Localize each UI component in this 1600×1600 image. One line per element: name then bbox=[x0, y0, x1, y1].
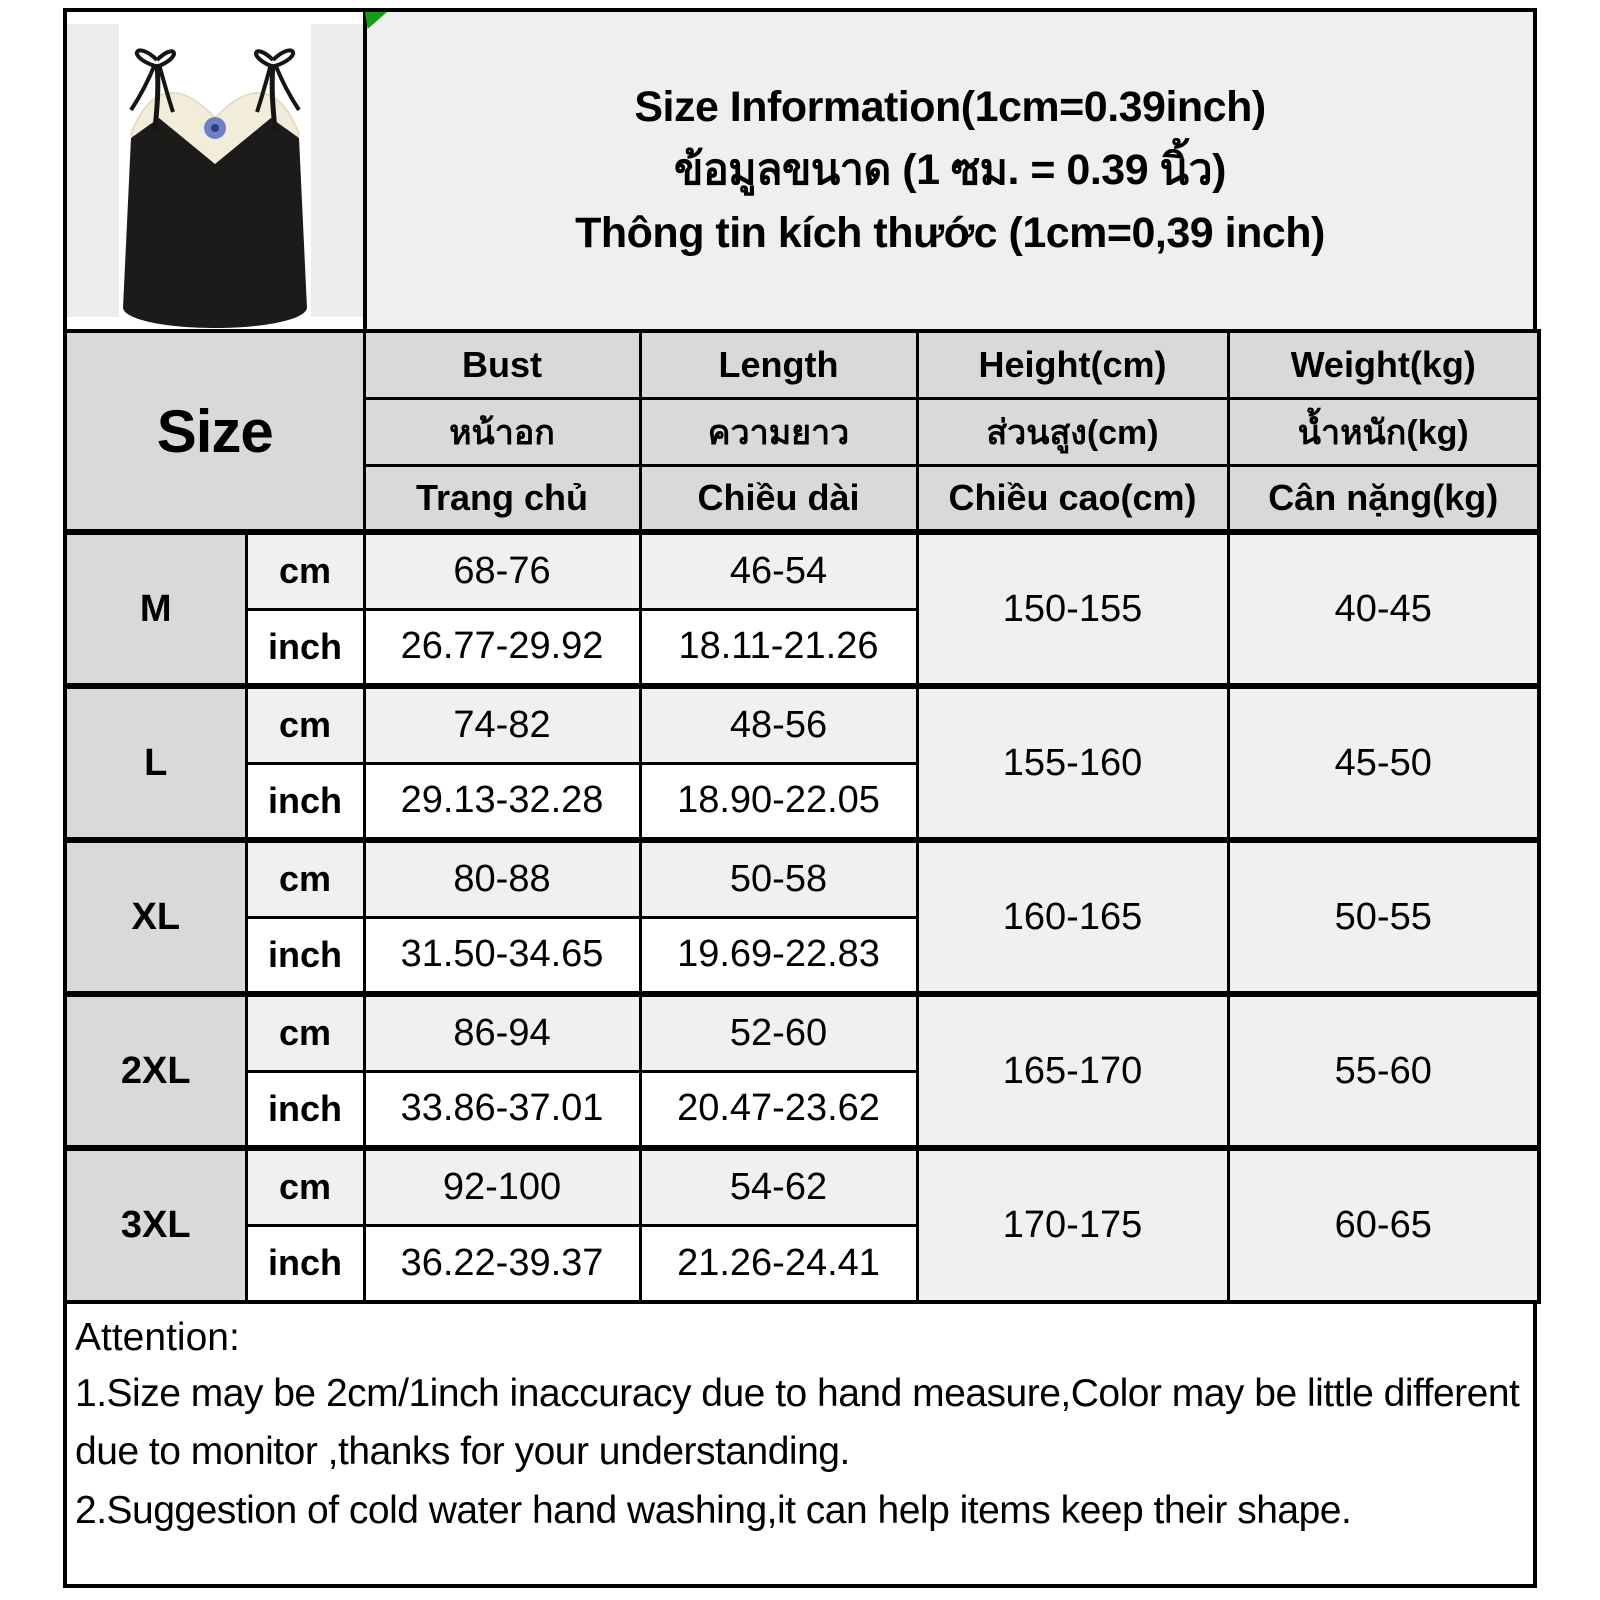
col-header-bust-vi: Trang chủ bbox=[364, 465, 640, 532]
table-row bbox=[65, 1148, 1539, 1225]
bust-inch-value: 31.50-34.65 bbox=[364, 917, 640, 994]
height-value: 150-155 bbox=[917, 532, 1228, 686]
unit-inch-label: inch bbox=[246, 763, 364, 840]
table-row bbox=[65, 840, 1539, 917]
unit-cm-label: cm bbox=[246, 994, 364, 1071]
height-value: 165-170 bbox=[917, 994, 1228, 1148]
col-header-length-th: ความยาว bbox=[640, 398, 917, 465]
unit-inch-label: inch bbox=[246, 1071, 364, 1148]
size-value-xl: XL bbox=[65, 840, 246, 994]
col-header-length-vi: Chiều dài bbox=[640, 465, 917, 532]
weight-value: 50-55 bbox=[1228, 840, 1539, 994]
length-cm-value: 52-60 bbox=[640, 994, 917, 1071]
weight-value: 60-65 bbox=[1228, 1148, 1539, 1302]
height-value: 160-165 bbox=[917, 840, 1228, 994]
unit-inch-label: inch bbox=[246, 609, 364, 686]
attention-heading: Attention: bbox=[75, 1316, 240, 1359]
col-header-height-en: Height(cm) bbox=[917, 331, 1228, 398]
size-value-3xl: 3XL bbox=[65, 1148, 246, 1302]
col-header-weight-vi: Cân nặng(kg) bbox=[1228, 465, 1539, 532]
attention-note-2: 2.Suggestion of cold water hand washing,it can help items keep their shape. bbox=[75, 1488, 1352, 1532]
size-value-2xl: 2XL bbox=[65, 994, 246, 1148]
length-inch-value: 18.11-21.26 bbox=[640, 609, 917, 686]
bust-inch-value: 36.22-39.37 bbox=[364, 1225, 640, 1302]
length-cm-value: 54-62 bbox=[640, 1148, 917, 1225]
weight-value: 45-50 bbox=[1228, 686, 1539, 840]
title-english: Size Information(1cm=0.39inch) bbox=[634, 82, 1266, 131]
product-image-cell bbox=[67, 12, 367, 329]
length-cm-value: 46-54 bbox=[640, 532, 917, 609]
length-inch-value: 20.47-23.62 bbox=[640, 1071, 917, 1148]
table-row bbox=[65, 686, 1539, 763]
product-photo-camisole bbox=[67, 12, 363, 329]
unit-inch-label: inch bbox=[246, 1225, 364, 1302]
size-table bbox=[63, 329, 1541, 1304]
flower-accent bbox=[204, 117, 226, 139]
col-header-height-th: ส่วนสูง(cm) bbox=[917, 398, 1228, 465]
size-value-m: M bbox=[65, 532, 246, 686]
unit-cm-label: cm bbox=[246, 686, 364, 763]
col-header-height-vi: Chiều cao(cm) bbox=[917, 465, 1228, 532]
unit-inch-label: inch bbox=[246, 917, 364, 994]
length-inch-value: 19.69-22.83 bbox=[640, 917, 917, 994]
bust-cm-value: 86-94 bbox=[364, 994, 640, 1071]
col-header-weight-en: Weight(kg) bbox=[1228, 331, 1539, 398]
bust-cm-value: 92-100 bbox=[364, 1148, 640, 1225]
length-cm-value: 50-58 bbox=[640, 840, 917, 917]
camisole-strap-left bbox=[155, 64, 158, 130]
length-inch-value: 21.26-24.41 bbox=[640, 1225, 917, 1302]
bust-cm-value: 80-88 bbox=[364, 840, 640, 917]
col-header-weight-th: น้ำหนัก(kg) bbox=[1228, 398, 1539, 465]
top-section bbox=[63, 8, 1537, 333]
weight-value: 40-45 bbox=[1228, 532, 1539, 686]
bust-cm-value: 74-82 bbox=[364, 686, 640, 763]
title-cell bbox=[367, 12, 1533, 329]
bust-cm-value: 68-76 bbox=[364, 532, 640, 609]
height-value: 155-160 bbox=[917, 686, 1228, 840]
size-value-l: L bbox=[65, 686, 246, 840]
unit-cm-label: cm bbox=[246, 1148, 364, 1225]
attention-box bbox=[63, 1300, 1537, 1588]
length-inch-value: 18.90-22.05 bbox=[640, 763, 917, 840]
header-row-english bbox=[65, 331, 1539, 398]
table-row bbox=[65, 532, 1539, 609]
title-thai: ข้อมูลขนาด (1 ซม. = 0.39 นิ้ว) bbox=[674, 145, 1226, 194]
unit-cm-label: cm bbox=[246, 840, 364, 917]
bust-inch-value: 26.77-29.92 bbox=[364, 609, 640, 686]
camisole-strap-right bbox=[272, 64, 275, 130]
size-header-cell: Size bbox=[65, 331, 364, 532]
weight-value: 55-60 bbox=[1228, 994, 1539, 1148]
unit-cm-label: cm bbox=[246, 532, 364, 609]
col-header-bust-en: Bust bbox=[364, 331, 640, 398]
height-value: 170-175 bbox=[917, 1148, 1228, 1302]
table-row bbox=[65, 994, 1539, 1071]
corner-badge-icon bbox=[365, 12, 387, 29]
length-cm-value: 48-56 bbox=[640, 686, 917, 763]
bust-inch-value: 33.86-37.01 bbox=[364, 1071, 640, 1148]
attention-note-1: 1.Size may be 2cm/1inch inaccuracy due to hand measure,Color may be little different due to monitor ,thanks for your understanding. bbox=[75, 1371, 1520, 1474]
size-chart-sheet bbox=[63, 8, 1537, 1588]
title-vietnamese: Thông tin kích thước (1cm=0,39 inch) bbox=[575, 209, 1325, 258]
bust-inch-value: 29.13-32.28 bbox=[364, 763, 640, 840]
col-header-bust-th: หน้าอก bbox=[364, 398, 640, 465]
col-header-length-en: Length bbox=[640, 331, 917, 398]
